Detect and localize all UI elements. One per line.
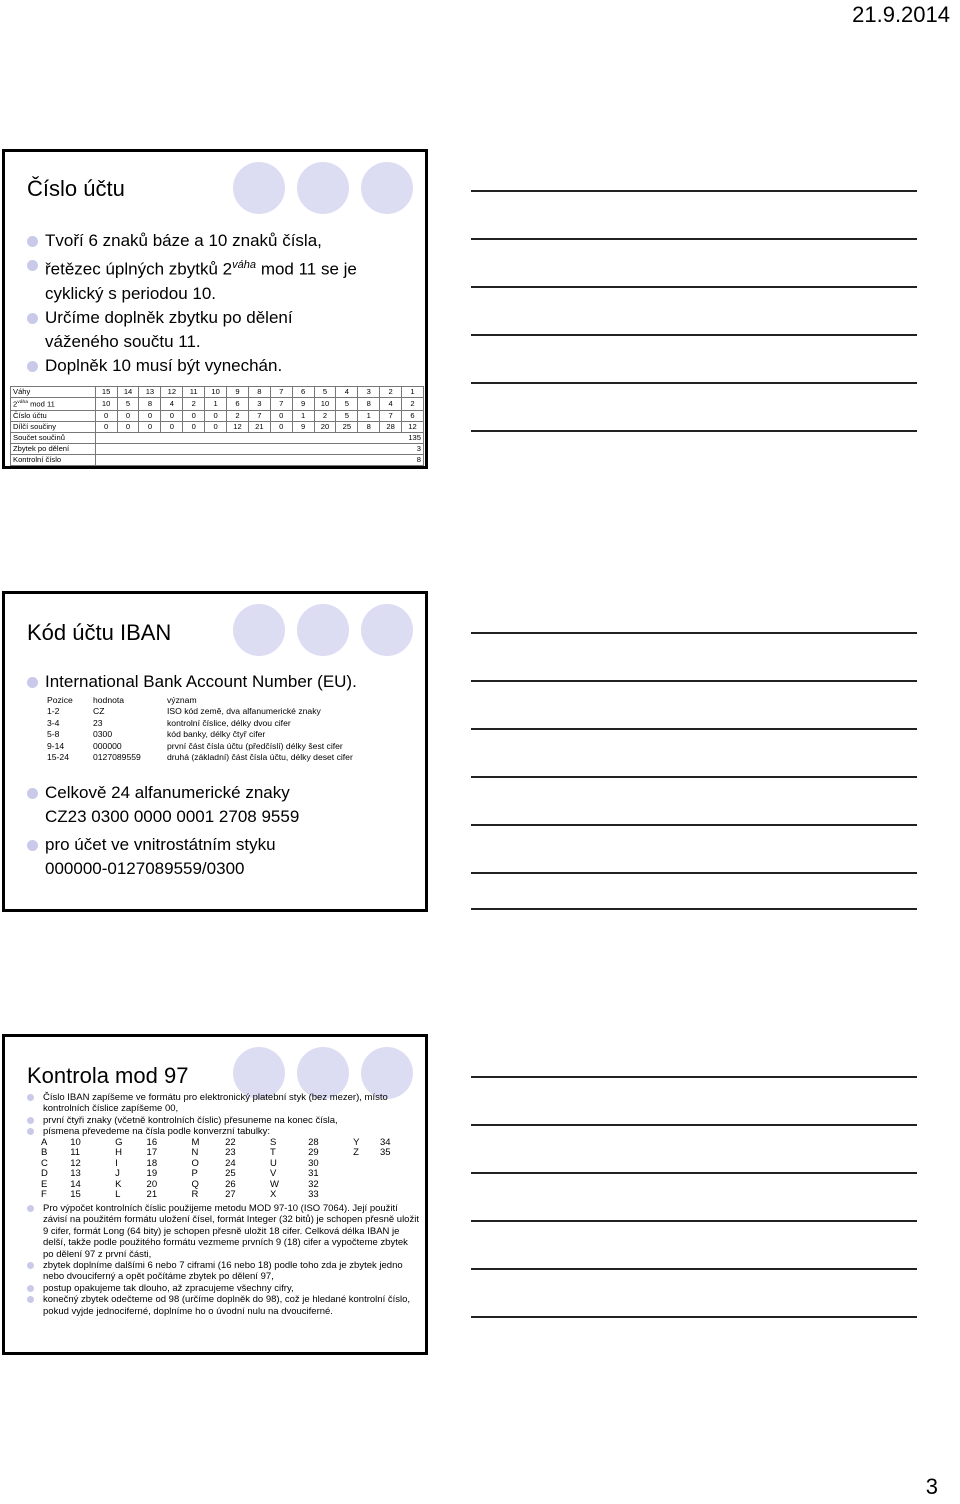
table-cell: 2 (402, 398, 424, 411)
table-cell (380, 1180, 425, 1190)
table-cell: Y (353, 1137, 360, 1148)
bullet-list (25, 1092, 421, 1138)
table-cell: 29 (308, 1147, 319, 1159)
table-cell: 2 (380, 387, 402, 398)
table-cell: 7 (380, 410, 402, 421)
table-cell: 4 (336, 387, 358, 398)
table-cell: 16 (146, 1137, 158, 1148)
table-cell: 26 (225, 1178, 236, 1190)
table-header-row (45, 695, 355, 706)
table-row (45, 706, 355, 717)
table-cell: 32 (308, 1178, 319, 1190)
table-cell: 1 (292, 410, 314, 421)
table-cell-total: 8 (95, 454, 423, 465)
bullet-item: pro účet ve vnitrostátním styku 000000-0127089559/0300 (27, 833, 299, 881)
table-row (11, 421, 424, 432)
table-cell: 12 (402, 421, 424, 432)
table-header: hodnota (93, 695, 125, 705)
table-cell: T (270, 1147, 276, 1159)
iban-structure-table (45, 695, 355, 763)
weights-table (10, 386, 424, 466)
table-cell: 0 (117, 410, 139, 421)
table-cell: kontrolní číslice, délky dvou cifer (167, 717, 291, 728)
table-cell: 5 (336, 410, 358, 421)
table-cell: S (270, 1137, 277, 1148)
table-cell: A (41, 1137, 48, 1148)
table-cell: 0 (139, 421, 161, 432)
table-cell: G (115, 1137, 123, 1148)
table-cell: 19 (146, 1168, 158, 1180)
table-cell: 0 (117, 421, 139, 432)
table-row (11, 387, 424, 398)
bullet-item: Doplněk 10 musí být vynechán. (27, 354, 357, 378)
bullet-item: řetězec úplných zbytků $2^{váha}$ mod 11 se je cyklický s periodou 10. (27, 253, 357, 306)
table-cell: 23 (225, 1147, 236, 1159)
table-cell: 3 (248, 398, 270, 411)
table-cell: 6 (227, 398, 249, 411)
bullet-item: Tvoří 6 znaků báze a 10 znaků čísla, (27, 229, 357, 253)
table-cell: CZ (93, 706, 105, 717)
table-cell: 2 (314, 410, 336, 421)
table-cell: I (115, 1157, 118, 1169)
table-cell: 9 (227, 387, 249, 398)
table-cell: 0 (270, 421, 292, 432)
table-cell: 0 (161, 410, 183, 421)
table-cell: 11 (70, 1147, 81, 1159)
table-row (45, 718, 355, 729)
table-cell: 6 (292, 387, 314, 398)
table-cell: 1 (402, 387, 424, 398)
table-cell: 35 (380, 1147, 391, 1159)
bullet-item: Číslo IBAN zapíšeme ve formátu pro elektronický platební styk (bez mezer), místo kontrolních číslice zapíšeme 00, (25, 1092, 421, 1115)
table-cell: U (270, 1157, 277, 1169)
table-cell: 7 (270, 398, 292, 411)
table-cell: 13 (139, 387, 161, 398)
table-cell: 13 (70, 1168, 81, 1180)
table-cell: 11 (183, 387, 205, 398)
table-cell: 28 (380, 421, 402, 432)
table-cell: 21 (146, 1189, 158, 1201)
table-cell: 9 (292, 398, 314, 411)
table-cell: 33 (308, 1189, 319, 1201)
table-cell: F (41, 1189, 47, 1201)
table-row (11, 398, 424, 411)
table-row (45, 752, 355, 763)
table-cell: 1-2 (47, 706, 60, 717)
table-cell: 6 (402, 410, 424, 421)
bullet-list (27, 781, 299, 881)
table-cell: C (41, 1157, 48, 1169)
table-cell: 12 (227, 421, 249, 432)
table-cell: 3-4 (47, 717, 60, 728)
table-cell: 4 (380, 398, 402, 411)
table-cell: X (270, 1189, 277, 1201)
table-cell: 0 (161, 421, 183, 432)
table-cell: 23 (93, 717, 103, 728)
table-row (45, 729, 355, 740)
row-label: Součet součinů (11, 432, 96, 443)
table-cell: 18 (146, 1157, 158, 1169)
table-cell-total: 135 (95, 432, 423, 443)
table-cell: 4 (161, 398, 183, 411)
table-cell: 0 (270, 410, 292, 421)
bullet-list (27, 229, 357, 378)
row-label: Kontrolní číslo (11, 454, 96, 465)
table-cell-total: 3 (95, 443, 423, 454)
table-cell: 24 (225, 1157, 236, 1169)
table-cell: R (191, 1189, 199, 1201)
table-cell (353, 1180, 380, 1190)
table-cell: E (41, 1178, 48, 1190)
table-cell: 22 (225, 1137, 236, 1148)
table-cell: K (115, 1178, 122, 1190)
table-cell: 5 (336, 398, 358, 411)
table-cell: první část čísla účtu (předčíslí) délky šest cifer (167, 740, 343, 751)
table-cell: 25 (225, 1168, 236, 1180)
table-cell: 5 (117, 398, 139, 411)
table-cell: 8 (139, 398, 161, 411)
table-header: význam (167, 695, 197, 705)
table-row (45, 741, 355, 752)
table-cell: 0 (139, 410, 161, 421)
table-cell: 14 (70, 1178, 81, 1190)
table-cell: 7 (270, 387, 292, 398)
page-date: 21.9.2014 (852, 2, 950, 27)
bullet-item: zbytek doplníme dalšími 6 nebo 7 ciframi (16 nebo 18) podle toho zda je zbytek jedno nebo dvouciferný a opět počítáme zbytek po dělení 97, (25, 1260, 421, 1283)
table-row (11, 443, 424, 454)
table-cell: 0 (183, 421, 205, 432)
table-cell: 8 (358, 398, 380, 411)
table-cell: ISO kód země, dva alfanumerické znaky (167, 706, 321, 717)
table-cell: 10 (95, 398, 117, 411)
bullet-list (27, 670, 357, 694)
table-header: Pozice (47, 695, 73, 705)
table-cell: 7 (248, 410, 270, 421)
table-cell: Q (191, 1178, 199, 1190)
table-cell: 20 (146, 1178, 158, 1190)
table-cell: 5 (314, 387, 336, 398)
row-label: $2^{váha}$ mod 11 (11, 398, 96, 411)
table-cell: 28 (308, 1137, 319, 1148)
bullet-item: Celkově 24 alfanumerické znaky CZ23 0300 0000 0001 2708 9559 (27, 781, 299, 829)
table-cell: O (191, 1157, 199, 1169)
table-cell: 10 (205, 387, 227, 398)
table-cell: N (191, 1147, 199, 1159)
table-cell (353, 1159, 380, 1169)
table-cell: V (270, 1168, 277, 1180)
table-cell: 17 (146, 1147, 158, 1159)
table-cell: 0300 (93, 729, 113, 740)
table-cell: 15 (95, 387, 117, 398)
table-cell: P (191, 1168, 198, 1180)
table-cell: 31 (308, 1168, 319, 1180)
table-cell: 27 (225, 1189, 236, 1201)
table-cell: 8 (248, 387, 270, 398)
bullet-item: první čtyři znaky (včetně kontrolních číslic) přesuneme na konec čísla, (25, 1115, 421, 1126)
table-cell: druhá (základní) část čísla účtu, délky deset cifer (167, 752, 353, 763)
table-cell: H (115, 1147, 123, 1159)
page-number: 3 (925, 1474, 938, 1499)
table-cell: 2 (227, 410, 249, 421)
conversion-table (41, 1138, 425, 1200)
bullet-item: postup opakujeme tak dlouho, až zpracujeme všechny cifry, (25, 1283, 421, 1294)
table-cell: J (115, 1168, 120, 1180)
table-row (41, 1190, 425, 1200)
table-row (11, 410, 424, 421)
table-cell: 9-14 (47, 740, 65, 751)
table-cell: Z (353, 1147, 359, 1159)
table-cell: W (270, 1178, 280, 1190)
table-cell: 1 (205, 398, 227, 411)
table-row (11, 454, 424, 465)
table-cell: 20 (314, 421, 336, 432)
table-cell: 9 (292, 421, 314, 432)
slide-title: Kód účtu IBAN (27, 620, 172, 645)
slide-iban (2, 591, 428, 912)
slide-mod97 (2, 1034, 428, 1355)
table-cell: 34 (380, 1137, 391, 1148)
table-cell: 12 (161, 387, 183, 398)
table-cell: 8 (358, 421, 380, 432)
slide-account-number (2, 149, 428, 469)
table-cell (380, 1169, 425, 1179)
table-cell (353, 1169, 380, 1179)
table-cell: 5-8 (47, 729, 60, 740)
table-cell: 000000 (93, 740, 122, 751)
row-label: Váhy (11, 387, 96, 398)
table-cell: 0 (95, 421, 117, 432)
slide-title: Kontrola mod 97 (27, 1063, 189, 1088)
bullet-item: International Bank Account Number (EU). (27, 670, 357, 694)
table-cell: 10 (314, 398, 336, 411)
table-cell: 12 (70, 1157, 81, 1169)
table-cell: kód banky, délky čtyř cifer (167, 729, 266, 740)
row-label: Dílčí součiny (11, 421, 96, 432)
table-cell (353, 1190, 380, 1200)
table-cell: 14 (117, 387, 139, 398)
table-cell: 3 (358, 387, 380, 398)
table-cell: B (41, 1147, 48, 1159)
table-cell: 10 (70, 1137, 81, 1148)
table-cell (380, 1190, 425, 1200)
bullet-item: Pro výpočet kontrolních číslic použijeme metodu MOD 97-10 (ISO 7064). Její použití závisí na použitém formátu uložení čísel, formát Integer (32 bitů) je schopen přesně uložit 9 cifer, formát Long (64 bity) je schopen přesně uložit 18 cifer. Celková délka IBAN je delší, takže podle použitého formátu vezmeme prvních 9 (18) cifer a vypočteme zbytek po dělení 97 z první části, (25, 1203, 421, 1260)
table-cell: 0127089559 (93, 752, 141, 763)
table-row (11, 432, 424, 443)
table-cell: D (41, 1168, 48, 1180)
row-label: Číslo účtu (11, 410, 96, 421)
bullet-item: konečný zbytek odečteme od 98 (určíme doplněk do 98), což je hledané kontrolní číslo, pokud vyjde jednociferné, doplníme ho o úvodní nulu na dvouciferné. (25, 1294, 421, 1317)
table-cell: 0 (95, 410, 117, 421)
bullet-list (25, 1203, 421, 1317)
table-cell: 15 (70, 1189, 81, 1201)
table-cell: 21 (248, 421, 270, 432)
table-cell: 0 (205, 421, 227, 432)
table-cell: M (191, 1137, 200, 1148)
table-cell: 0 (183, 410, 205, 421)
table-cell: 15-24 (47, 752, 69, 763)
table-cell: 30 (308, 1157, 319, 1169)
table-cell: 0 (205, 410, 227, 421)
table-cell: 2 (183, 398, 205, 411)
table-cell (380, 1159, 425, 1169)
table-cell: L (115, 1189, 121, 1201)
row-label: Zbytek po dělení (11, 443, 96, 454)
bullet-item: Určíme doplněk zbytku po dělení váženého součtu 11. (27, 306, 357, 354)
bullet-item: písmena převedeme na čísla podle konverzní tabulky: (25, 1126, 421, 1137)
table-cell: 25 (336, 421, 358, 432)
table-cell: 1 (358, 410, 380, 421)
slide-title: Číslo účtu (27, 176, 125, 201)
